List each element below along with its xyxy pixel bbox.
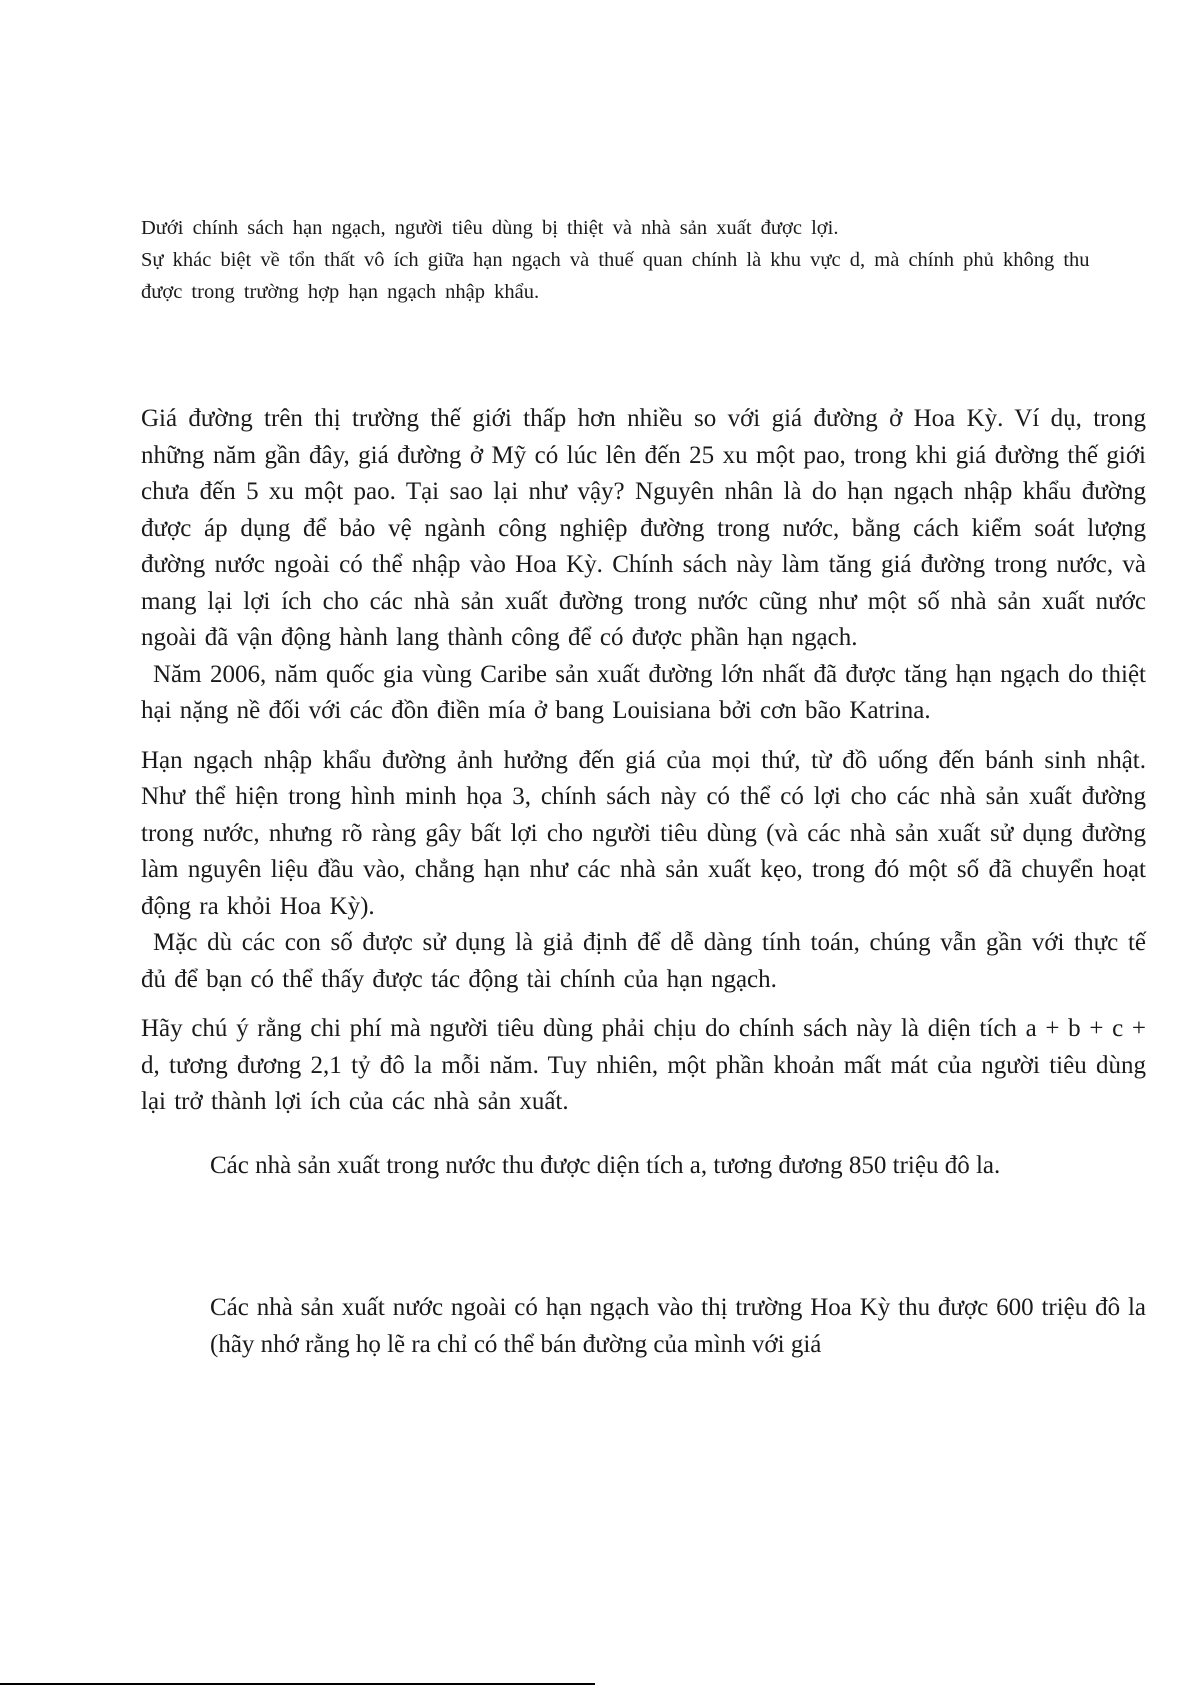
bullet-marker-icon [141,1148,210,1185]
paragraph-hypothetical-numbers: Mặc dù các con số được sử dụng là giả định để dễ dàng tính toán, chúng vẫn gần với thực tế đủ để bạn có thể thấy được tác động tài chính của hạn ngạch. [141,929,1146,993]
bullet-item-foreign-producers [141,1290,1146,1363]
figure-caption-note [141,212,1101,308]
paragraph-sugar-price: Giá đường trên thị trường thế giới thấp hơn nhiều so với giá đường ở Hoa Kỳ. Ví dụ, trong những năm gần đây, giá đường ở Mỹ có lúc lên đến 25 xu một pao, trong khi giá đường thế giới chưa đến 5 xu một pao. Tại sao lại như vậy? Nguyên nhân là do hạn ngạch nhập khẩu đường được áp dụng để bảo vệ ngành công nghiệp đường trong nước, bằng cách kiểm soát lượng đường nước ngoài có thể nhập vào Hoa Kỳ. Chính sách này làm tăng giá đường trong nước, và mang lại lợi ích cho các nhà sản xuất đường trong nước cũng như một số nhà sản xuất nước ngoài đã vận động hành lang thành công để có được phần hạn ngạch. [141,405,1146,651]
bullet-text: Các nhà sản xuất trong nước thu được diện tích a, tương đương 850 triệu đô la. [210,1152,1001,1179]
paragraph-consumer-cost: Hãy chú ý rằng chi phí mà người tiêu dùng phải chịu do chính sách này là diện tích a + b + c + d, tương đương 2,1 tỷ đô la mỗi năm. Tuy nhiên, một phần khoản mất mát của người tiêu dùng lại trở thành lợi ích của các nhà sản xuất. [141,1015,1146,1115]
bullet-item-domestic-producers [141,1148,1146,1185]
bullet-text: Các nhà sản xuất nước ngoài có hạn ngạch vào thị trường Hoa Kỳ thu được 600 triệu đô la (hãy nhớ rằng họ lẽ ra chỉ có thể bán đường của mình với giá [210,1294,1146,1358]
main-body [141,401,1146,1134]
paragraph-caribbean-quota: Năm 2006, năm quốc gia vùng Caribe sản xuất đường lớn nhất đã được tăng hạn ngạch do thiệt hại nặng nề đối với các đồn điền mía ở bang Louisiana bởi cơn bão Katrina. [141,660,1146,724]
note-line-1: Dưới chính sách hạn ngạch, người tiêu dùng bị thiệt và nhà sản xuất được lợi. [141,217,839,239]
note-line-2: Sự khác biệt về tổn thất vô ích giữa hạn ngạch và thuế quan chính là khu vực d, mà chính phủ không thu được trong trường hợp hạn ngạch nhập khẩu. [141,249,1090,303]
bullet-marker-icon [141,1290,210,1363]
paragraph-quota-effects: Hạn ngạch nhập khẩu đường ảnh hưởng đến giá của mọi thứ, từ đồ uống đến bánh sinh nhật. Như thể hiện trong hình minh họa 3, chính sách này có thể có lợi cho các nhà sản xuất đường trong nước, nhưng rõ ràng gây bất lợi cho người tiêu dùng (và các nhà sản xuất sử dụng đường làm nguyên liệu đầu vào, chẳng hạn như các nhà sản xuất kẹo, trong đó một số đã chuyển hoạt động ra khỏi Hoa Kỳ). [141,746,1146,920]
